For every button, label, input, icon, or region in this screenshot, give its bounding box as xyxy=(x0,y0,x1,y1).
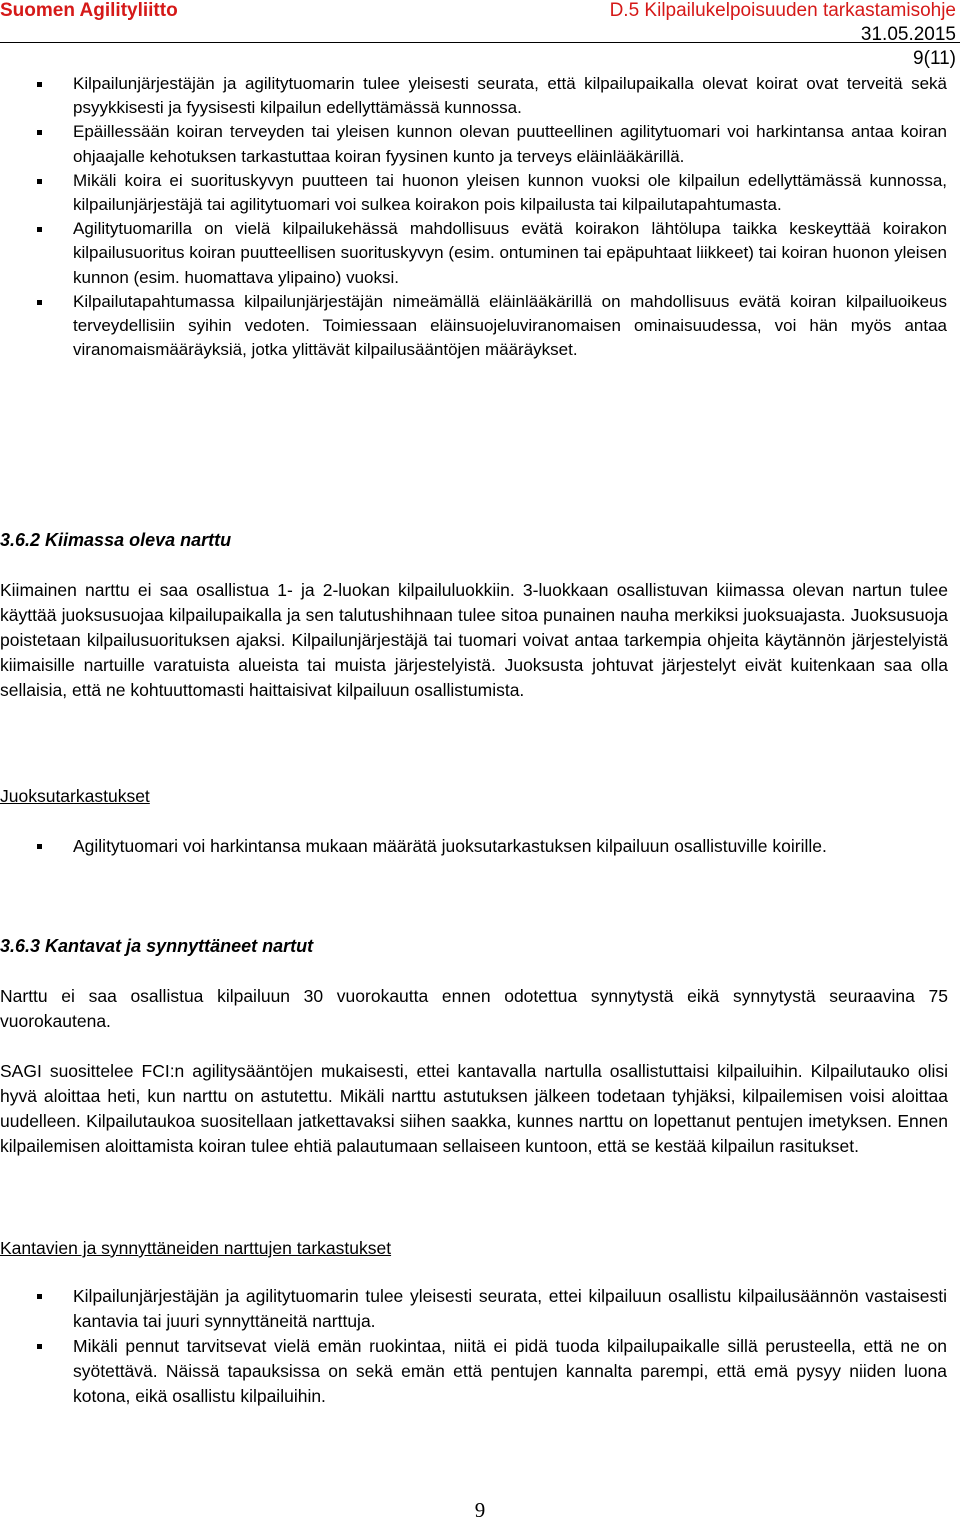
list-item-text: Kilpailunjärjestäjän ja agilitytuomarin tulee yleisesti seurata, että kilpailupaikalla olevat koirat ovat terveitä sekä psyykkisesti ja fyysisesti kilpailun edellyttämässä kunnossa. xyxy=(73,74,947,118)
bullet-icon xyxy=(37,130,42,135)
bullet-icon xyxy=(37,300,42,305)
bullet-icon xyxy=(37,227,42,232)
section-363-paragraph-1: Narttu ei saa osallistua kilpailuun 30 vuorokautta ennen odotettua synnytystä eikä synnytystä seuraavina 75 vuorokautena. xyxy=(0,986,948,1031)
document-date: 31.05.2015 xyxy=(860,24,956,45)
list-item xyxy=(0,72,947,120)
bullet-icon xyxy=(37,844,42,849)
list-item xyxy=(0,169,947,217)
list-item-text: Agilitytuomari voi harkintansa mukaan määrätä juoksutarkastuksen kilpailuun osallistuville koirille. xyxy=(73,836,827,856)
bullet-icon xyxy=(37,82,42,87)
juoksutarkastukset-list xyxy=(0,834,947,859)
list-item xyxy=(0,1284,947,1334)
list-item xyxy=(0,290,947,363)
top-bullet-list xyxy=(0,72,947,362)
section-363-paragraph-2: SAGI suosittelee FCI:n agilitysääntöjen mukaisesti, ettei kantavalla nartulla osallistuttaisi kilpailuihin. Kilpailutauko olisi hyvä aloittaa heti, kun narttu on astutettu. Mikäli narttu astutuksen jälkeen todetaan tyhjäksi, kilpailemisen voisi aloittaa uudelleen. Kilpailutaukoa suositellaan jatkettavaksi siihen saakka, kunnes narttu on lopettanut pentujen imetyksen. Ennen kilpailemisen aloittamista koiran tulee ehtiä palautumaan sellaiseen kuntoon, että se kestää kilpailun rasitukset. xyxy=(0,1061,948,1156)
list-item-text: Agilitytuomarilla on vielä kilpailukehässä mahdollisuus evätä koirakon lähtölupa taikka keskeyttää koirakon kilpailusuoritus koiran puutteellisen suorituskyvyn (esim. ontuminen tai epäpuhtaat liikkeet) tai koiran huonon yleisen kunnon (esim. huomattava ylipaino) vuoksi. xyxy=(73,219,947,287)
list-item xyxy=(0,834,947,859)
list-item-text: Mikäli koira ei suorituskyvyn puutteen tai huonon yleisen kunnon vuoksi ole kilpailun edellyttämässä kunnossa, kilpailunjärjestäjä tai agilitytuomari voi sulkea koirakon pois kilpailusta tai kilpailutapahtumasta. xyxy=(73,170,947,215)
subheading-juoksutarkastukset: Juoksutarkastukset xyxy=(0,786,150,806)
list-item xyxy=(0,1334,947,1409)
section-362-paragraph: Kiimainen narttu ei saa osallistua 1- ja 2-luokan kilpailuluokkiin. 3-luokkaan osallistuvan kiimassa olevan nartun tulee käyttää juoksusuojaa kilpailupaikalla ja sen talutushihnaan tulee sitoa punainen nauha merkiksi juoksuajasta. Juoksusuoja poistetaan kilpailusuorituksen ajaksi. Kilpailunjärjestäjä tai tuomari voivat antaa tarkempia ohjeita käytännön järjestelyistä kiimaisille nartuille varatuista alueista tai muista järjestelyistä. Juoksusta johtuvat järjestelyt eivät kuitenkaan saa olla sellaisia, että ne kohtuuttomasti haittaisivat kilpailuun osallistumista. xyxy=(0,580,948,700)
header-divider xyxy=(0,42,960,43)
bullet-icon xyxy=(37,1294,42,1299)
section-heading-362: 3.6.2 Kiimassa oleva narttu xyxy=(0,530,232,550)
document-title: D.5 Kilpailukelpoisuuden tarkastamisohje xyxy=(609,0,956,21)
section-heading-363: 3.6.3 Kantavat ja synnyttäneet nartut xyxy=(0,936,314,956)
footer-page-number: 9 xyxy=(474,1498,486,1522)
organization-name: Suomen Agilityliitto xyxy=(0,0,178,21)
page-count: 9(11) xyxy=(913,48,956,69)
subheading-tarkastukset: Kantavien ja synnyttäneiden narttujen tarkastukset xyxy=(0,1238,392,1258)
list-item-text: Mikäli pennut tarvitsevat vielä emän ruokintaa, niitä ei pidä tuoda kilpailupaikalle sillä perusteella, että ne on syötettävä. Näissä tapauksissa on sekä emän että pentujen kannalta parempi, että emä pysyy niiden luona kotona, eikä osallistu kilpailuihin. xyxy=(73,1336,947,1406)
bullet-icon xyxy=(37,1344,42,1349)
list-item-text: Epäillessään koiran terveyden tai yleisen kunnon olevan puutteellinen agilitytuomari voi harkintansa antaa koiran ohjaajalle kehotuksen tarkastuttaa koiran fyysinen kunto ja terveys eläinlääkärillä. xyxy=(73,122,947,166)
bullet-icon xyxy=(37,179,42,184)
list-item-text: Kilpailunjärjestäjän ja agilitytuomarin tulee yleisesti seurata, ettei kilpailuun osallistu kilpailusäännön vastaisesti kantavia tai juuri synnyttäneitä narttuja. xyxy=(73,1286,947,1331)
list-item-text: Kilpailutapahtumassa kilpailunjärjestäjän nimeämällä eläinlääkärillä on mahdollisuus evätä koiran kilpailuoikeus terveydellisiin syihin vedoten. Toimiessaan eläinsuojeluviranomaisen ominaisuudessa, voi hän myös antaa viranomaismääräyksiä, jotka ylittävät kilpailusääntöjen määräykset. xyxy=(73,291,947,360)
list-item xyxy=(0,217,947,290)
tarkastukset-list xyxy=(0,1284,947,1409)
list-item xyxy=(0,120,947,168)
